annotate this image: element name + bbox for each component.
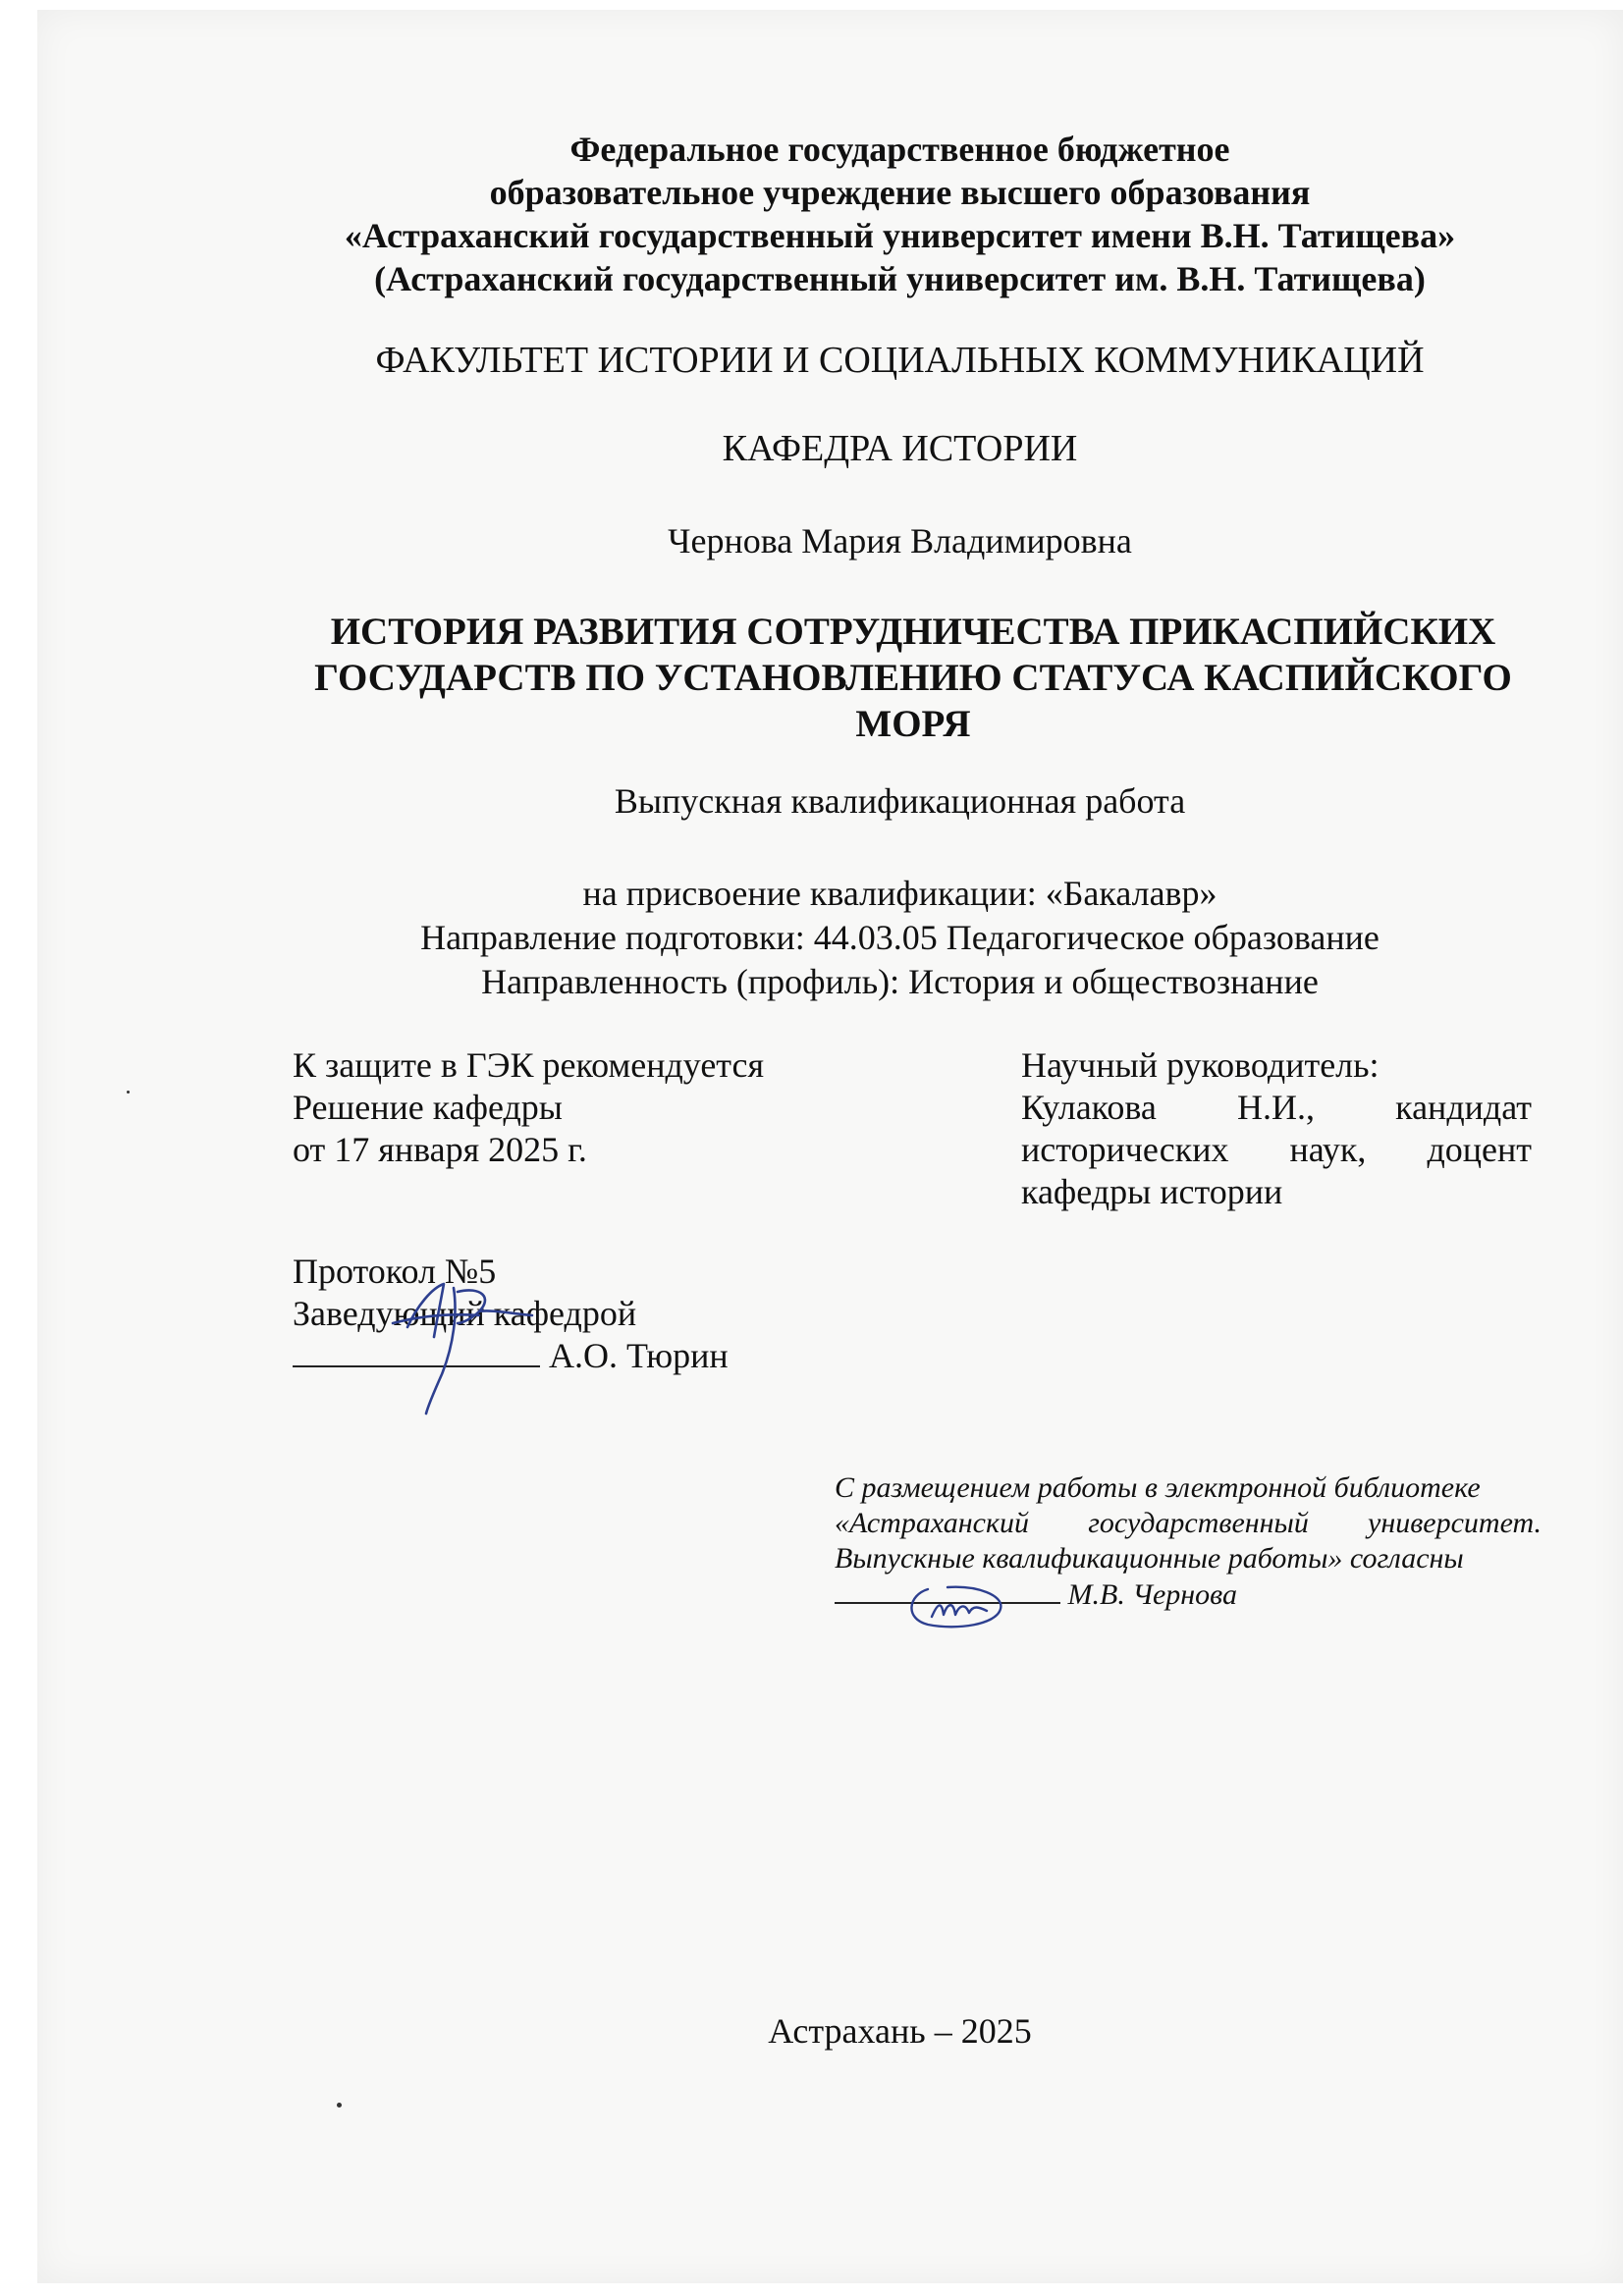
supervisor-word: исторических (1021, 1130, 1229, 1169)
supervisor-line (1021, 1129, 1532, 1171)
title-line: МОРЯ (855, 703, 971, 745)
agreement-word: «Астраханский (835, 1507, 1030, 1539)
title-line: ГОСУДАРСТВ ПО УСТАНОВЛЕНИЮ СТАТУСА КАСПИЙСКОГО (314, 657, 1512, 699)
head-of-department-name: А.О. Тюрин (549, 1336, 729, 1375)
defense-decision: Решение кафедры (293, 1088, 563, 1127)
work-type: Выпускная квалификационная работа (614, 781, 1186, 821)
qualification-line: Направленность (профиль): История и обществознание (481, 962, 1319, 1001)
header-line: Федеральное государственное бюджетное (569, 130, 1230, 169)
supervisor-info (1021, 1044, 1532, 1213)
title-line: ИСТОРИЯ РАЗВИТИЯ СОТРУДНИЧЕСТВА ПРИКАСПИЙСКИХ (330, 611, 1496, 653)
supervisor-word: Н.И., (1236, 1088, 1315, 1127)
thesis-title (275, 609, 1551, 747)
agreement-line (835, 1506, 1542, 1541)
qualification-info (177, 872, 1623, 1004)
supervisor-line (1021, 1087, 1532, 1129)
city-year: Астрахань – 2025 (768, 2011, 1032, 2051)
agreement-signer: М.В. Чернова (1067, 1578, 1237, 1611)
defense-recommended: К защите в ГЭК рекомендуется (293, 1045, 765, 1085)
supervisor-word: доцент (1427, 1130, 1533, 1169)
supervisor-word: наук, (1289, 1130, 1367, 1169)
qualification-line: Направление подготовки: 44.03.05 Педагогическое образование (420, 918, 1380, 957)
supervisor-label: Научный руководитель: (1021, 1045, 1380, 1085)
supervisor-word: Кулакова (1021, 1088, 1157, 1127)
institution-header (177, 128, 1623, 300)
scan-speck (127, 1091, 130, 1094)
head-of-department-label: Заведующий кафедрой (293, 1294, 637, 1333)
supervisor-word: кандидат (1395, 1088, 1532, 1127)
department-name: КАФЕДРА ИСТОРИИ (722, 428, 1078, 469)
faculty-name: ФАКУЛЬТЕТ ИСТОРИИ И СОЦИАЛЬНЫХ КОММУНИКАЦИЙ (375, 340, 1425, 381)
agreement-line: Выпускные квалификационные работы» согласны (835, 1542, 1464, 1575)
supervisor-line: кафедры истории (1021, 1172, 1283, 1211)
author-name: Чернова Мария Владимировна (668, 521, 1132, 561)
header-line: «Астраханский государственный университет имени В.Н. Татищева» (344, 216, 1456, 255)
agreement-word: университет. (1368, 1507, 1542, 1539)
header-line: (Астраханский государственный университет им. В.Н. Татищева) (374, 259, 1426, 298)
header-line: образовательное учреждение высшего образования (489, 173, 1311, 212)
agreement-line: С размещением работы в электронной библиотеке (835, 1471, 1481, 1504)
head-handwritten-signature (363, 1266, 550, 1423)
qualification-line: на присвоение квалификации: «Бакалавр» (582, 874, 1217, 913)
scan-speck (337, 2103, 342, 2108)
protocol-number: Протокол №5 (293, 1252, 497, 1291)
defense-date: от 17 января 2025 г. (293, 1130, 587, 1169)
author-handwritten-signature (898, 1575, 1011, 1634)
agreement-word: государственный (1088, 1507, 1309, 1539)
